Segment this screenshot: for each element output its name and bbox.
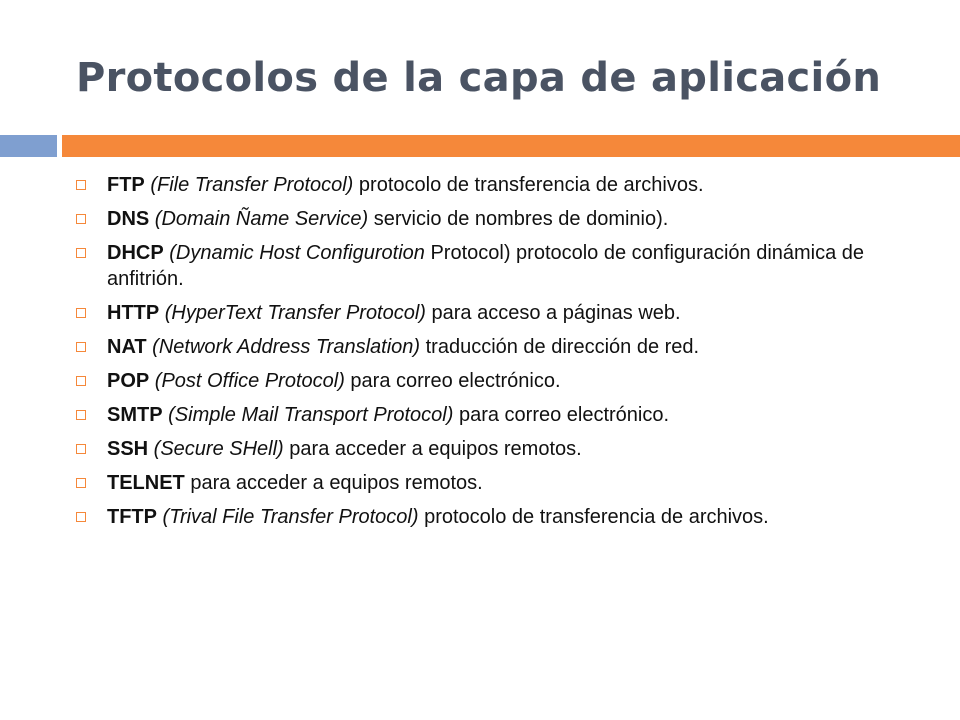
- list-item-ftp: [76, 172, 936, 198]
- protocol-description: para acceder a equipos remotos.: [184, 472, 483, 494]
- square-bullet-icon: [76, 376, 86, 386]
- protocol-description: para correo electrónico.: [344, 370, 561, 392]
- protocol-description: protocolo de transferencia de archivos.: [353, 174, 704, 196]
- list-item-telnet: [76, 470, 936, 496]
- square-bullet-icon: [76, 342, 86, 352]
- list-item-http: [76, 300, 936, 326]
- protocol-expansion: (Secure SHell): [148, 438, 284, 460]
- title-band-right: [62, 135, 960, 157]
- protocol-description: Protocol) protocolo de configuración dinámica de anfitrión.: [107, 242, 865, 290]
- protocol-term: POP: [107, 370, 150, 392]
- protocol-term: SSH: [107, 438, 149, 460]
- square-bullet-icon: [76, 512, 86, 522]
- protocol-expansion: (Dynamic Host Configurotion: [163, 242, 425, 264]
- protocol-description: traducción de dirección de red.: [420, 336, 700, 358]
- protocol-description: protocolo de transferencia de archivos.: [418, 506, 769, 528]
- protocol-expansion: (Simple Mail Transport Protocol): [162, 404, 454, 426]
- list-item-nat: [76, 334, 936, 360]
- square-bullet-icon: [76, 444, 86, 454]
- protocol-term: FTP: [107, 174, 145, 196]
- title-band-left: [0, 135, 57, 157]
- square-bullet-icon: [76, 478, 86, 488]
- square-bullet-icon: [76, 410, 86, 420]
- list-item-dns: [76, 206, 936, 232]
- protocol-term: DNS: [107, 208, 150, 230]
- protocol-description: servicio de nombres de dominio).: [368, 208, 669, 230]
- protocol-expansion: (Post Office Protocol): [149, 370, 345, 392]
- protocol-term: NAT: [107, 336, 147, 358]
- protocol-term: DHCP: [107, 242, 164, 264]
- square-bullet-icon: [76, 248, 86, 258]
- protocol-expansion: (Trival File Transfer Protocol): [157, 506, 419, 528]
- protocol-term: TFTP: [107, 506, 157, 528]
- protocol-description: para correo electrónico.: [453, 404, 670, 426]
- protocol-term: TELNET: [107, 472, 185, 494]
- slide-title: Protocolos de la capa de aplicación: [76, 55, 882, 101]
- protocol-expansion: (HyperText Transfer Protocol): [159, 302, 426, 324]
- protocol-list: [76, 172, 936, 538]
- list-item-pop: [76, 368, 936, 394]
- protocol-expansion: (Domain Ñame Service): [149, 208, 369, 230]
- list-item-dhcp: [76, 240, 936, 292]
- protocol-term: HTTP: [107, 302, 160, 324]
- square-bullet-icon: [76, 308, 86, 318]
- protocol-term: SMTP: [107, 404, 163, 426]
- square-bullet-icon: [76, 180, 86, 190]
- list-item-tftp: [76, 504, 936, 530]
- protocol-expansion: (File Transfer Protocol): [144, 174, 354, 196]
- protocol-expansion: (Network Address Translation): [146, 336, 421, 358]
- protocol-description: para acceder a equipos remotos.: [283, 438, 582, 460]
- list-item-smtp: [76, 402, 936, 428]
- protocol-description: para acceso a páginas web.: [425, 302, 681, 324]
- list-item-ssh: [76, 436, 936, 462]
- square-bullet-icon: [76, 214, 86, 224]
